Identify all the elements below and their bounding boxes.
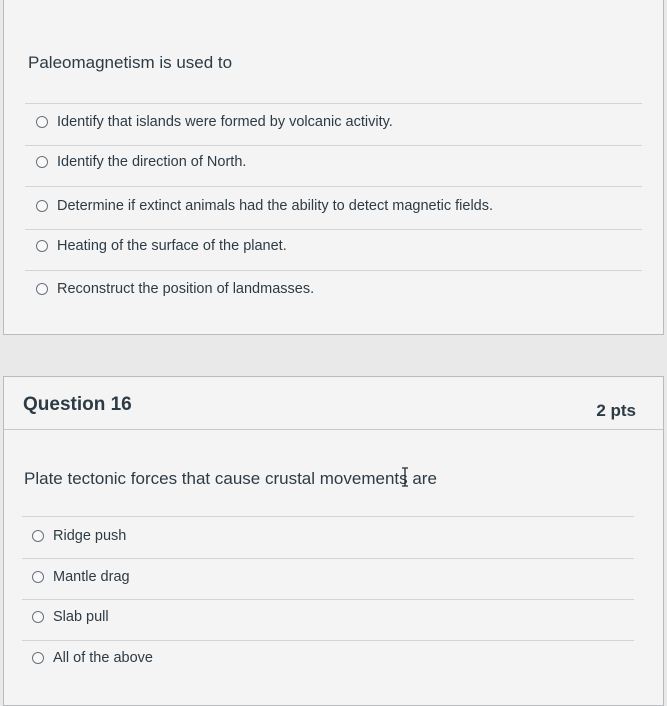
divider	[25, 103, 642, 104]
divider	[25, 186, 642, 187]
radio-button-icon[interactable]	[32, 652, 44, 664]
answer-option-3[interactable]	[36, 198, 493, 214]
radio-button-icon[interactable]	[36, 116, 48, 128]
question-title: Question 16	[23, 394, 132, 415]
question-16-card	[3, 376, 664, 706]
radio-button-icon[interactable]	[36, 283, 48, 295]
answer-label: Determine if extinct animals had the ability to detect magnetic fields.	[57, 198, 494, 214]
answer-label: Slab pull	[53, 609, 109, 625]
answer-option-2[interactable]	[36, 154, 246, 170]
answer-option-4[interactable]	[36, 238, 287, 254]
answer-option-5[interactable]	[36, 281, 314, 297]
radio-button-icon[interactable]	[32, 611, 44, 623]
divider	[22, 599, 634, 600]
divider	[25, 229, 642, 230]
answer-label: All of the above	[53, 650, 153, 666]
answer-option-1[interactable]	[36, 114, 393, 130]
points-label: 2 pts	[596, 401, 636, 420]
answer-label: Identify that islands were formed by volcanic activity.	[57, 114, 393, 130]
answer-option-4[interactable]	[32, 650, 153, 666]
answer-label: Heating of the surface of the planet.	[57, 238, 287, 254]
text-cursor-icon	[400, 467, 410, 487]
radio-button-icon[interactable]	[36, 200, 48, 212]
answer-label: Identify the direction of North.	[57, 154, 247, 170]
radio-button-icon[interactable]	[36, 156, 48, 168]
radio-button-icon[interactable]	[32, 571, 44, 583]
divider	[22, 516, 634, 517]
question-16-text: Plate tectonic forces that cause crustal movements are	[24, 469, 437, 488]
radio-button-icon[interactable]	[36, 240, 48, 252]
answer-option-2[interactable]	[32, 569, 130, 585]
divider	[22, 558, 634, 559]
answer-label: Reconstruct the position of landmasses.	[57, 281, 315, 297]
answer-label: Ridge push	[53, 528, 127, 544]
question-15-text: Paleomagnetism is used to	[28, 53, 233, 72]
question-header	[4, 377, 663, 430]
answer-option-1[interactable]	[32, 528, 126, 544]
radio-button-icon[interactable]	[32, 530, 44, 542]
answer-label: Mantle drag	[53, 569, 130, 585]
divider	[25, 145, 642, 146]
question-15-card	[3, 0, 664, 335]
answer-option-3[interactable]	[32, 609, 109, 625]
divider	[22, 640, 634, 641]
divider	[25, 270, 642, 271]
